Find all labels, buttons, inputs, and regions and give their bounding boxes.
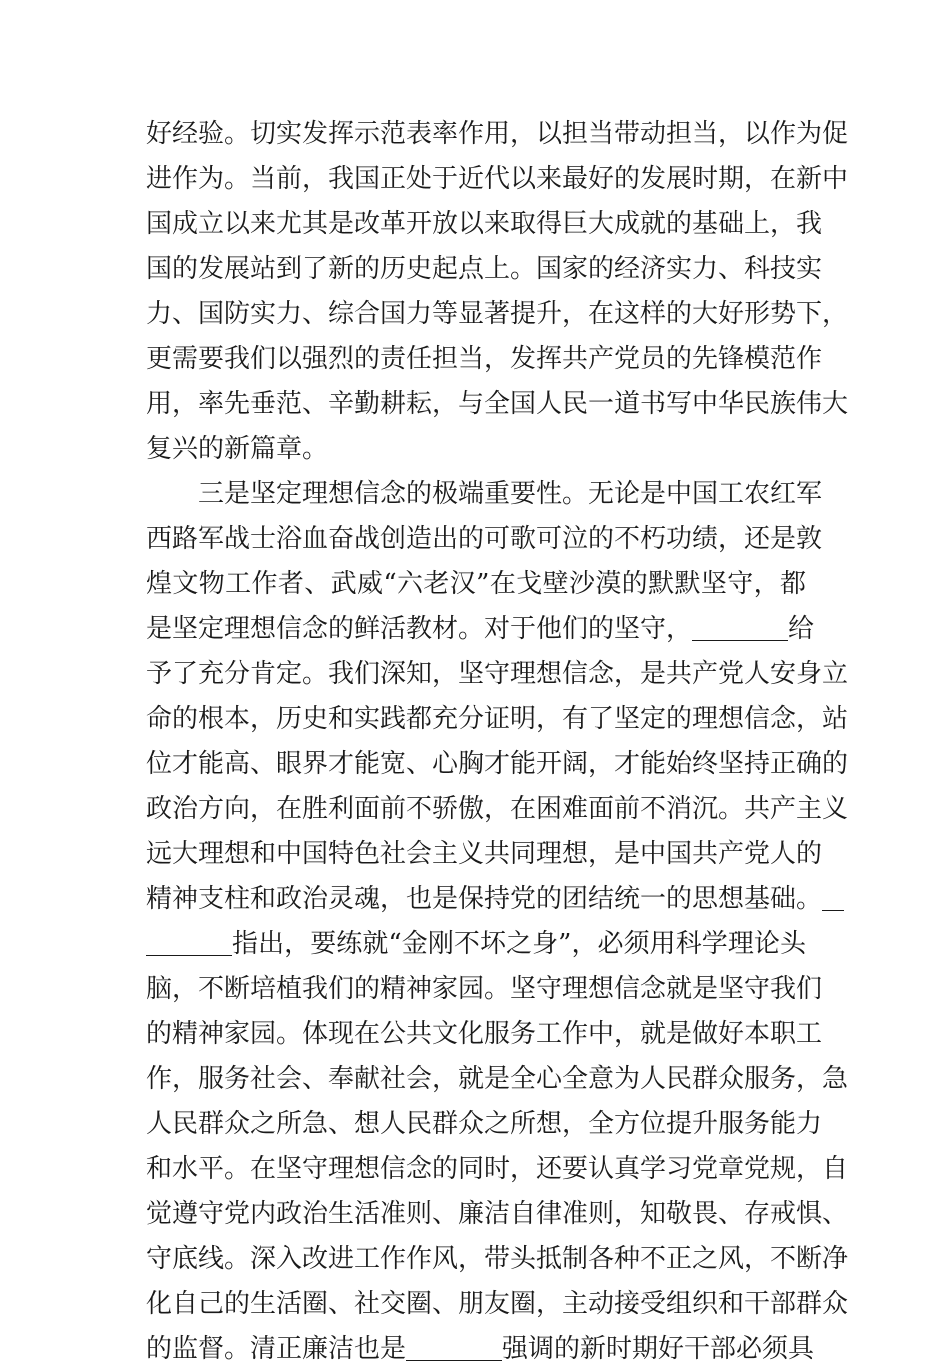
text-line-with-blank [146,922,806,967]
fill-in-blank [146,927,232,956]
document-body [146,112,849,1372]
text-line: 进作为。当前，我国正处于近代以来最好的发展时期，在新中 [146,164,849,194]
text-line: 觉遵守党内政治生活准则、廉洁自律准则，知敬畏、存戒惧、 [146,1199,849,1229]
text-line: 命的根本，历史和实践都充分证明，有了坚定的理想信念，站 [146,704,849,734]
text-segment: 指出，要练就“金刚不坏之身”，必须用科学理论头 [232,929,806,959]
text-line-with-blank [146,877,823,922]
text-line: 政治方向，在胜利面前不骄傲，在困难面前不消沉。共产主义 [146,794,849,824]
text-line: 位才能高、眼界才能宽、心胸才能开阔，才能始终坚持正确的 [146,749,849,779]
text-line: 西路军战士浴血奋战创造出的可歌可泣的不朽功绩，还是敦 [146,524,823,554]
paragraph-2 [146,472,849,1372]
text-line: 用，率先垂范、辛勤耕耘，与全国人民一道书写中华民族伟大 [146,389,849,419]
text-line-with-blank [146,1327,815,1372]
text-segment: 强调的新时期好干部必须具 [502,1334,815,1364]
text-line-with-blank [146,607,815,652]
text-segment: 给 [788,614,815,644]
fill-in-blank [406,1332,502,1361]
text-line: 化自己的生活圈、社交圈、朋友圈，主动接受组织和干部群众 [146,1289,849,1319]
fill-in-blank [822,882,844,911]
paragraph-1 [146,112,849,472]
text-line: 复兴的新篇章。 [146,434,329,464]
text-line: 更需要我们以强烈的责任担当，发挥共产党员的先锋模范作 [146,344,823,374]
text-line: 国成立以来尤其是改革开放以来取得巨大成就的基础上，我 [146,209,823,239]
text-line: 和水平。在坚守理想信念的同时，还要认真学习党章党规，自 [146,1154,849,1184]
text-line: 好经验。切实发挥示范表率作用，以担当带动担当，以作为促 [146,119,849,149]
text-line: 作，服务社会、奉献社会，就是全心全意为人民群众服务，急 [146,1064,849,1094]
text-segment: 精神支柱和政治灵魂，也是保持党的团结统一的思想基础。 [146,884,823,914]
text-line: 力、国防实力、综合国力等显著提升，在这样的大好形势下， [146,299,849,329]
text-line: 的精神家园。体现在公共文化服务工作中，就是做好本职工 [146,1019,823,1049]
text-line: 脑，不断培植我们的精神家园。坚守理想信念就是坚守我们 [146,974,823,1004]
text-line: 煌文物工作者、武威“六老汉”在戈壁沙漠的默默坚守，都 [146,569,806,599]
text-segment: 的监督。清正廉洁也是 [146,1334,407,1364]
text-line: 守底线。深入改进工作作风，带头抵制各种不正之风，不断净 [146,1244,849,1274]
text-line: 予了充分肯定。我们深知，坚守理想信念，是共产党人安身立 [146,659,849,689]
fill-in-blank [692,612,788,641]
text-line: 国的发展站到了新的历史起点上。国家的经济实力、科技实 [146,254,823,284]
text-segment: 是坚定理想信念的鲜活教材。对于他们的坚守， [146,614,693,644]
text-line: 人民群众之所急、想人民群众之所想，全方位提升服务能力 [146,1109,823,1139]
text-line: 远大理想和中国特色社会主义共同理想，是中国共产党人的 [146,839,823,869]
text-line: 三是坚定理想信念的极端重要性。无论是中国工农红军 [198,479,823,509]
